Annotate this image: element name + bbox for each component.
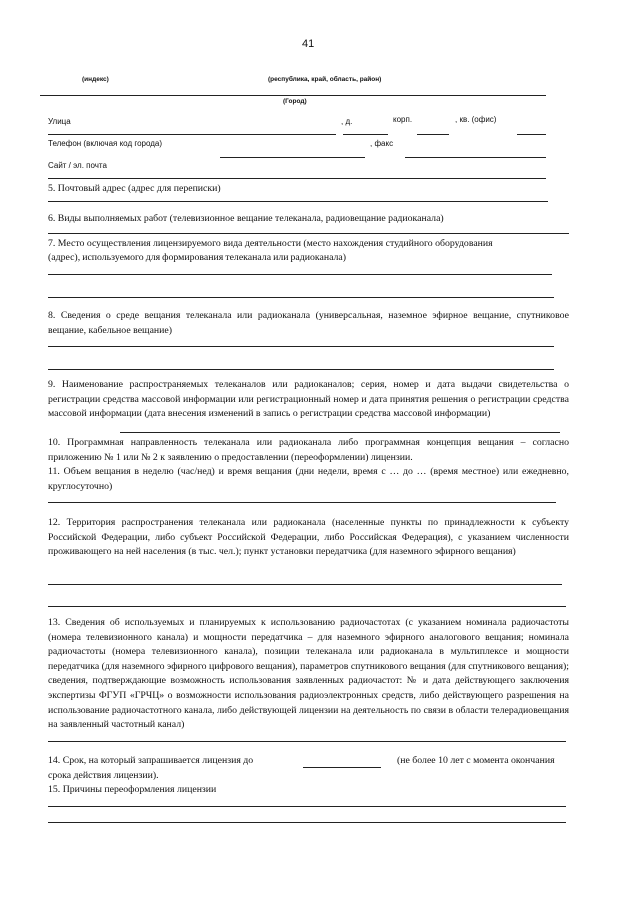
- item-12-territory: 12. Территория распространения телеканала или радиоканала (населенные пункты по принадлежности к субъекту Российской Федерации, либо субъект Российской Федерации, либо Российская Федерация), с указанием численности проживающего на ней населения (в тыс. чел.); пункт установки передатчика (для наземного эфирного вещания): [48, 517, 569, 558]
- item-11-broadcast-volume: 11. Объем вещания в неделю (час/нед) и время вещания (дни недели, время с … до … (время местное) или ежедневно, круглосуточно): [48, 466, 569, 492]
- item-8-field-2[interactable]: [48, 369, 554, 370]
- fax-label: , факс: [370, 139, 394, 148]
- page-number: 41: [302, 38, 315, 50]
- index-caption: (индекс): [82, 76, 109, 83]
- item-9-field[interactable]: [120, 432, 560, 433]
- item-14-term-field[interactable]: [303, 767, 381, 768]
- item-8-field-1[interactable]: [48, 346, 554, 347]
- item-15-field-1[interactable]: [48, 806, 566, 807]
- item-6-work-types: 6. Виды выполняемых работ (телевизионное вещание телеканала, радиовещание радиоканала): [48, 213, 444, 224]
- item-7-location-line2: (адрес), используемого для формирования телеканала или радиоканала): [48, 252, 347, 263]
- city-caption: (Город): [283, 98, 307, 105]
- item-13-field[interactable]: [48, 741, 566, 742]
- house-field[interactable]: [343, 134, 388, 135]
- item-14-term: 14. Срок, на который запрашивается лицензия до: [48, 755, 254, 766]
- item-7-field-1[interactable]: [48, 274, 552, 275]
- house-label: , д.: [341, 117, 353, 126]
- item-6-field[interactable]: [48, 233, 569, 234]
- street-field[interactable]: [48, 134, 336, 135]
- item-13-radio-frequencies: 13. Сведения об используемых и планируемых к использованию радиочастотах (с указанием номинала радиочастоты (номера телевизионного канала) и мощности передатчика – для наземного эфирного аналогового вещания; номинала радиочастоты (номера телевизионного канала), позиции телеканала или радиоканала в мультиплексе и мощности передатчика (для наземного эфирного цифрового вещания), параметров спутникового вещания (для спутникового вещания); сведения, подтверждающие возможность использования заявленных радиочастот: № и дата действующего заключения экспертизы ФГУП «ГРЧЦ» о возможности использования радиоэлектронных средств, либо действующего разрешения на использование радиочастотного канала, либо действующей лицензии на деятельность по связи в области телерадиовещания на заявленный частотный канал): [48, 617, 569, 731]
- item-15-reissue-reasons: 15. Причины переоформления лицензии: [48, 784, 217, 795]
- item-12-field-1[interactable]: [48, 584, 562, 585]
- item-10-program-direction: 10. Программная направленность телеканала или радиоканала либо программная концепция вещания – согласно приложению № 1 или № 2 к заявлению о предоставлении (переоформлении) лицензии.: [48, 437, 569, 463]
- building-label: корп.: [393, 115, 413, 124]
- item-5-postal-address: 5. Почтовый адрес (адрес для переписки): [48, 183, 221, 194]
- fax-field[interactable]: [405, 157, 546, 158]
- street-label: Улица: [48, 117, 71, 126]
- item-14-term-note: (не более 10 лет с момента окончания: [397, 755, 555, 766]
- item-12-field-2[interactable]: [48, 606, 566, 607]
- region-line: [40, 95, 546, 96]
- site-label: Сайт / эл. почта: [48, 161, 107, 170]
- item-7-location-line1: 7. Место осуществления лицензируемого вида деятельности (место нахождения студийного оборудования: [48, 238, 493, 249]
- phone-label: Телефон (включая код города): [48, 139, 163, 148]
- building-field[interactable]: [417, 134, 449, 135]
- item-14-term-note-end: срока действия лицензии).: [48, 770, 159, 781]
- phone-field[interactable]: [220, 157, 365, 158]
- item-7-field-2[interactable]: [48, 297, 554, 298]
- item-11-field[interactable]: [48, 502, 556, 503]
- region-caption: (республика, край, область, район): [268, 76, 382, 83]
- apartment-field[interactable]: [517, 134, 546, 135]
- site-field[interactable]: [48, 178, 546, 179]
- item-15-field-2[interactable]: [48, 822, 566, 823]
- item-5-field[interactable]: [48, 201, 548, 202]
- item-9-channel-names: 9. Наименование распространяемых телеканалов или радиоканалов; серия, номер и дата выдачи свидетельства о регистрации средства массовой информации или регистрационный номер и дата принятия решения о регистрации средства массовой информации (дата внесения изменений в запись о регистрации средства массовой информации): [48, 379, 569, 420]
- apartment-label: , кв. (офис): [455, 115, 497, 124]
- item-8-broadcast-medium: 8. Сведения о среде вещания телеканала или радиоканала (универсальная, наземное эфирное вещание, спутниковое вещание, кабельное вещание): [48, 310, 569, 336]
